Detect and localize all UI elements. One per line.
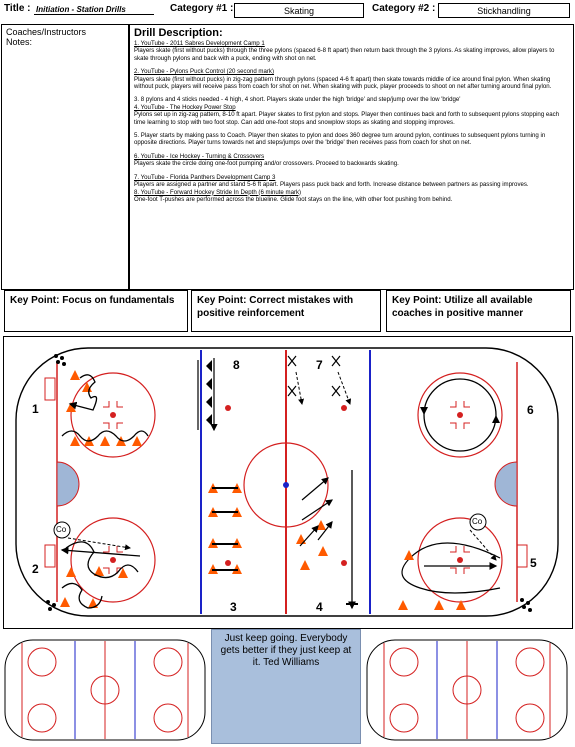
blank-rink-left: [5, 640, 205, 740]
drill-label-5: 5: [530, 556, 537, 570]
category1-value: Skating: [234, 3, 364, 18]
drill-item-body: Players skate (first without pucks) through the three pylons (spaced 6-8 ft apart) then return back through the 3 pylons. As skating improves, allow players to skate through pylons and back with a puck, ending with shot on net.: [134, 47, 557, 62]
drill-label-7: 7: [316, 358, 323, 372]
center-dot: [283, 482, 289, 488]
category2-label: Category #2 :: [372, 3, 436, 14]
category2-value: Stickhandling: [438, 3, 570, 18]
key-point-1: Key Point: Focus on fundamentals: [4, 290, 188, 332]
drill-item-body: Players skate (first without pucks) in zig-zag pattern through pylons (spaced 4-6 ft apart) then skate towards middle of ice around final pylon. When skating without puck, players will receive pass from coach for shot on net. When skating with puck, player proceeds to shoot on net after turning around final pylon.: [134, 75, 552, 91]
drill-label-3: 3: [230, 600, 237, 614]
coaches-label: Coaches/Instructors: [6, 27, 87, 37]
quote-box: [211, 629, 361, 744]
drill-item-body: One-foot T-pushes are performed across the blueline. Glide foot stays on the line, with other foot pushing from behind.: [134, 195, 453, 203]
quote-text: Just keep going. Everybody gets better if they just keep at it. Ted Williams: [220, 633, 352, 668]
drill-item-body: Players skate the circle doing one-foot pumping and/or crossovers. Proceed to backwards skating.: [134, 160, 399, 168]
drill-item-title: 5. Player starts by making pass to Coach. Player then skates to pylon and does 360 degree turn around pylon, continues to subsequent pylons turning in opposite directions. Player turns towards net and steps/jumps over the 'bridge' then receives pass from coach for shot on net.: [134, 132, 547, 147]
title-label: Title :: [4, 3, 31, 14]
drill-heading: Drill Description:: [134, 27, 223, 39]
drill-label-2: 2: [32, 562, 39, 576]
drill-item-title[interactable]: 4. YouTube - The Hockey Power Stop: [134, 103, 236, 111]
drill-item-title[interactable]: 8. YouTube - Forward Hockey Stride In Depth (6 minute mark): [134, 188, 302, 196]
drill-item-title[interactable]: 7. YouTube - Florida Panthers Development Camp 3: [134, 173, 276, 181]
drill-item-body: Pylons set up in zig-zag pattern, 8-10 ft apart. Player skates to first pylon and stops. Player then continues back and forth to subsequent pylons stopping each time learning to stop with two foot stop. Can add one-foot stops and snowplow stops as skating and stopping improves.: [134, 111, 561, 126]
drill-item-title[interactable]: 6. YouTube - Ice Hockey - Turning & Crossovers: [134, 152, 265, 160]
drill-label-4: 4: [316, 600, 323, 614]
title-value: Initiation - Station Drills: [34, 5, 154, 15]
category1-label: Category #1 :: [170, 3, 234, 14]
key-point-2: Key Point: Correct mistakes with positive reinforcement: [191, 290, 381, 332]
drill-label-6: 6: [527, 403, 534, 417]
drill-label-8: 8: [233, 358, 240, 372]
drill-item-title[interactable]: 1. YouTube - 2011 Sabres Development Camp 1: [134, 40, 265, 47]
notes-label: Notes:: [6, 37, 33, 47]
key-point-3: Key Point: Utilize all available coaches in positive manner: [386, 290, 571, 332]
blank-rink-right: [367, 640, 567, 740]
drill-item-title: 3. 8 pylons and 4 sticks needed - 4 high, 4 short. Players skate under the high 'bridge' and step/jump over the low 'bridge': [134, 96, 461, 104]
drill-item-body: Players are assigned a partner and stand 5-6 ft apart. Players pass puck back and forth. Increase distance between partners as passing improves.: [134, 181, 529, 189]
drill-label-1: 1: [32, 402, 39, 416]
coach-label: Co: [56, 525, 67, 534]
coach-label: Co: [472, 517, 483, 526]
drill-item-title[interactable]: 2. YouTube - Pylons Puck Control (20 second mark): [134, 68, 275, 76]
